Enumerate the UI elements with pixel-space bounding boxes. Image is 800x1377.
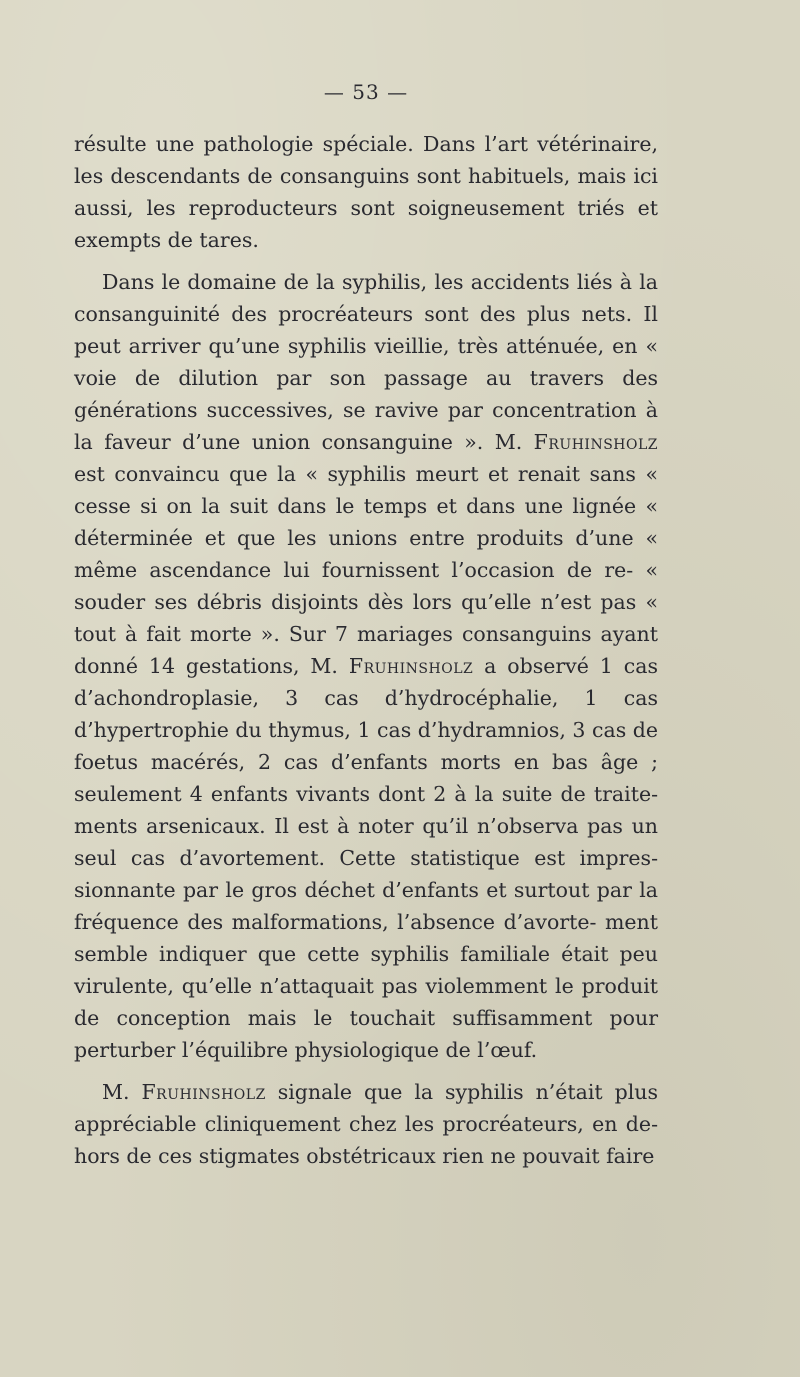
text-run: Dans le domaine de la syphilis, les accidents liés à la consanguinité des procréateurs sont des plus nets. Il peut arriver qu’une syphilis vieillie, très atténuée, en « voie de dilution par son passage au travers des générations successives, se ravive par concentration à la faveur d’une union consanguine ». M. [74, 270, 658, 454]
author-name: Fruhinsholz [141, 1080, 266, 1104]
paragraph [74, 1076, 658, 1172]
author-name: Fruhinsholz [348, 654, 474, 678]
paragraph [74, 128, 658, 256]
paragraph [74, 266, 658, 1066]
text-run: a observé 1 cas d’achondroplasie, 3 cas d’hydrocéphalie, 1 cas d’hypertrophie du thymus, 1 cas d’hydramnios, 3 cas de foetus macérés, 2 cas d’enfants morts en bas âge ; seulement 4 enfants vivants dont 2 à la suite de traite- ments arsenicaux. Il est à noter qu’il n’observa pas un seul cas d’avortement. Cette statistique est impres- sionnante par le gros déchet d’enfants et surtout par la fréquence des malformations, l’absence d’avorte- ment semble indiquer que cette syphilis familiale était peu virulente, qu’elle n’attaquait pas violemment le produit de conception mais le touchait suffisamment pour perturber l’équilibre physiologique de l’œuf. [74, 654, 658, 1062]
text-run: est convaincu que la « syphilis meurt et renait sans « cesse si on la suit dans le temps et dans une lignée « déterminée et que les unions entre produits d’une « même ascendance lui fournissent l’occasion de re- « souder ses débris disjoints dès lors qu’elle n’est pas « tout à fait morte ». Sur 7 mariages consanguins ayant donné 14 gestations, M. [74, 462, 658, 678]
page-number: — 53 — [323, 80, 409, 104]
text-run: résulte une pathologie spéciale. Dans l’art vétérinaire, les descendants de consanguins sont habituels, mais ici aussi, les reproducteurs sont soigneusement triés et exempts de tares. [74, 132, 658, 252]
body-text [74, 128, 658, 1172]
document-page [74, 80, 658, 1172]
author-name: Fruhinsholz [533, 430, 658, 454]
text-run: signale que la syphilis n’était plus appréciable cliniquement chez les procréateurs, en de- hors de ces stigmates obstétricaux rien ne pouvait faire [74, 1080, 658, 1168]
text-run: M. [102, 1080, 142, 1104]
